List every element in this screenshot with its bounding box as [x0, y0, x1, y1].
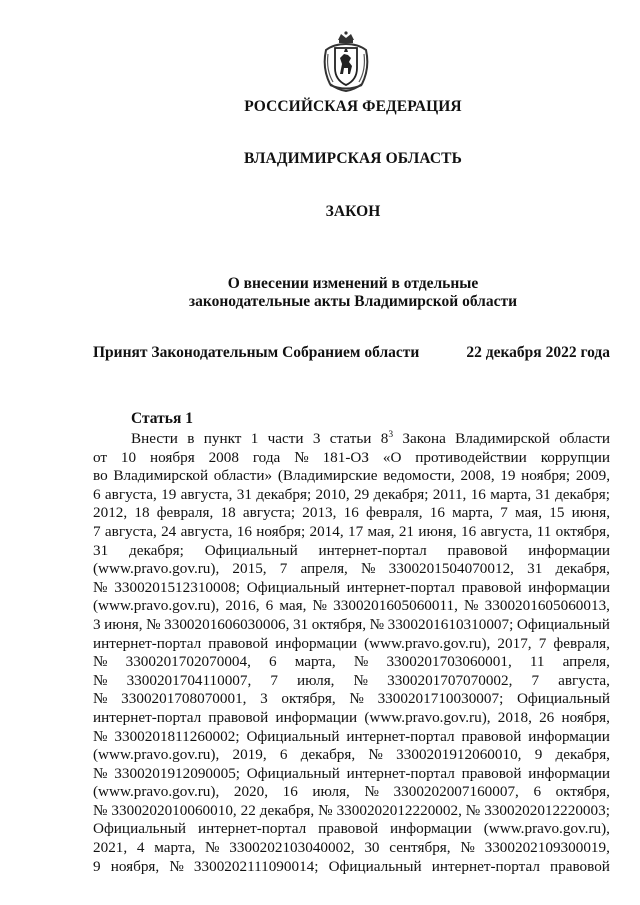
article-word: 3300202012220003;: [484, 801, 610, 819]
article-word: №: [93, 764, 108, 782]
article-word: 2021,: [93, 839, 128, 857]
article-word: правовой: [208, 708, 269, 726]
article-word: (www.pravo.gov.ru),: [93, 783, 220, 801]
article-text-line: [93, 802, 610, 821]
article-word: августа,: [180, 522, 233, 540]
article-word: Официальный: [328, 857, 422, 875]
article-word: октября,: [311, 615, 367, 633]
article-word: №: [146, 615, 161, 633]
article-word: 6: [93, 485, 101, 503]
article-word: сентября,: [389, 839, 451, 857]
article-word: №: [93, 690, 108, 708]
article-word: интернет-портал: [431, 857, 540, 875]
article-word: Официальный: [516, 690, 610, 708]
article-word: апреля,: [562, 653, 610, 671]
article-word: октября,: [555, 783, 610, 801]
article-word: ноября;: [256, 522, 306, 540]
region-heading: ВЛАДИМИРСКАЯ ОБЛАСТЬ: [244, 150, 462, 167]
article-word: №: [93, 727, 108, 745]
article-word: 16: [343, 504, 359, 522]
article-word: 3300202010060010,: [111, 801, 237, 819]
article-word: декабря;: [555, 485, 610, 503]
article-word: (www.pravo.gov.ru),: [93, 560, 220, 578]
article-word: августа,: [104, 522, 157, 540]
article-word: пункт: [203, 430, 242, 447]
article-word: информации: [528, 764, 610, 782]
article-word: июня,: [418, 522, 457, 540]
article-word: (www.pravo.gov.ru),: [364, 708, 491, 726]
article-word: 29: [354, 485, 370, 503]
article-word: от: [93, 448, 108, 466]
article-word: №: [93, 653, 108, 671]
article-word: (Владимирские: [277, 467, 378, 485]
article-text-line: [93, 765, 610, 784]
article-word: правовой: [208, 634, 269, 652]
article-word: противодействии: [415, 448, 527, 466]
article-text-line: [93, 616, 610, 635]
article-word: 7: [93, 522, 101, 540]
article-word: 1: [250, 430, 259, 447]
article-word: области: [559, 430, 610, 447]
article-word: 24: [161, 522, 177, 540]
article-word: декабря,: [300, 746, 356, 764]
article-text-line: [93, 560, 610, 579]
article-word: 2019,: [232, 746, 267, 764]
article-word: интернет-портал: [346, 764, 455, 782]
article-word: ведомости,: [383, 467, 455, 485]
article-word: 3300201504070012,: [388, 560, 514, 578]
article-text-line: [93, 839, 610, 858]
article-word: 9: [534, 746, 543, 764]
article-word: 11: [529, 653, 545, 671]
article-word: 21: [398, 522, 414, 540]
article-text-line: [93, 709, 610, 728]
article-word: интернет-портал: [346, 578, 455, 596]
article-body: [93, 430, 610, 876]
article-word: №: [361, 560, 376, 578]
article-word: мая,: [367, 522, 395, 540]
article-word: №: [465, 801, 481, 819]
article-word: статьи: [329, 430, 372, 447]
article-word: Официальный: [204, 541, 298, 559]
article-word: 6: [265, 597, 274, 615]
article-word: №: [368, 746, 383, 764]
article-word: 3300202111090014;: [193, 857, 319, 875]
article-word: 3300201605060013,: [484, 597, 610, 615]
article-word: 3300201710030007;: [377, 690, 504, 708]
article-word: «О: [382, 448, 402, 466]
article-word: 6: [279, 746, 288, 764]
article-word: 16: [236, 522, 252, 540]
article-word: 16: [461, 522, 477, 540]
article-title: Статья 1: [131, 410, 193, 427]
article-word: №: [93, 801, 108, 819]
article-word: 3300201605060011,: [333, 597, 458, 615]
article-word: 7: [279, 560, 288, 578]
article-word: правовой: [461, 764, 522, 782]
article-word: 19: [161, 485, 177, 503]
article-word: ноября;: [521, 467, 571, 485]
article-word: правовой: [461, 727, 522, 745]
article-text-line: [93, 858, 610, 877]
article-word: марта,: [294, 653, 336, 671]
article-text-line: [93, 449, 610, 468]
article-word: 3300201707070002,: [387, 671, 513, 689]
article-word: 2018,: [497, 708, 532, 726]
article-word: 3300202109300019,: [484, 839, 610, 857]
article-word: 2012,: [93, 504, 128, 522]
article-word: декабря,: [259, 801, 315, 819]
article-word: Официальный: [246, 764, 340, 782]
article-word: №: [169, 857, 184, 875]
article-word: ноября,: [110, 857, 160, 875]
article-word: 3300201912060010,: [396, 746, 522, 764]
article-word: марта,: [452, 504, 494, 522]
article-word: 31: [292, 615, 309, 633]
article-text-line: [93, 579, 610, 598]
article-word: марта,: [154, 839, 196, 857]
article-word: 31: [527, 560, 543, 578]
article-word: информации: [275, 708, 358, 726]
article-word: 4: [136, 839, 145, 857]
article-word: 18: [220, 504, 236, 522]
article-word: (www.pravo.gov.ru),: [93, 597, 220, 615]
article-word: во: [93, 467, 108, 485]
article-word: Официальный: [93, 820, 187, 838]
article-word: 10: [120, 448, 137, 466]
article-word: 31: [236, 485, 252, 503]
article-word: 2015,: [232, 560, 267, 578]
article-word: марта,: [490, 485, 532, 503]
article-word: 19: [500, 467, 516, 485]
article-word: 9: [93, 857, 101, 875]
article-word: коррупции: [540, 448, 610, 466]
article-word: 2008,: [460, 467, 495, 485]
article-word: интернет-портал: [93, 634, 202, 652]
article-text-line: [93, 430, 610, 449]
article-word: (www.pravo.gov.ru),: [483, 820, 610, 838]
article-word: информации: [528, 541, 610, 559]
article-word: 16: [470, 485, 486, 503]
article-word: августа,: [480, 522, 533, 540]
article-word: ноября,: [561, 708, 610, 726]
article-text-line: [93, 690, 610, 709]
article-word: июня,: [104, 615, 143, 633]
article-word: августа,: [558, 671, 610, 689]
article-word: интернет-портал: [198, 820, 307, 838]
article-word: октября,: [555, 522, 610, 540]
article-word: 3300202007160007,: [393, 783, 519, 801]
article-word: февраля,: [156, 504, 214, 522]
article-word: Владимирской: [113, 467, 209, 485]
article-word: Официальный: [246, 578, 340, 596]
article-word: 2013,: [302, 504, 337, 522]
article-word: декабря,: [555, 560, 610, 578]
article-text-line: [93, 467, 610, 486]
article-text-line: [93, 728, 610, 747]
article-word: 2011,: [432, 485, 467, 503]
article-word: 11: [536, 522, 552, 540]
article-word: 3300201704110007,: [126, 671, 252, 689]
article-word: области»: [213, 467, 273, 485]
article-word: $8^3$: [380, 429, 394, 447]
article-word: 3300201702070004,: [125, 653, 251, 671]
article-word: части: [267, 430, 304, 447]
article-word: №: [460, 839, 475, 857]
article-text-line: [93, 653, 610, 672]
article-word: 3300201606030006,: [164, 615, 290, 633]
article-word: №: [294, 448, 309, 466]
article-word: 15: [549, 504, 565, 522]
article-text-line: [93, 542, 610, 561]
article-word: 2017,: [497, 634, 532, 652]
article-word: 2016,: [225, 597, 260, 615]
article-word: 3: [312, 430, 321, 447]
article-word: 3300201512310008;: [114, 578, 241, 596]
article-word: 3300201703060001,: [386, 653, 512, 671]
article-word: №: [369, 615, 385, 633]
article-word: декабря,: [555, 746, 610, 764]
country-heading: РОССИЙСКАЯ ФЕДЕРАЦИЯ: [244, 98, 462, 115]
article-word: 181-ОЗ: [322, 448, 369, 466]
article-word: апреля,: [300, 560, 348, 578]
article-word: декабря;: [256, 485, 312, 503]
article-word: 6: [269, 653, 277, 671]
article-word: №: [205, 839, 220, 857]
document-type-heading: ЗАКОН: [325, 203, 381, 220]
article-word: (www.pravo.gov.ru),: [93, 746, 220, 764]
article-word: в: [187, 430, 195, 447]
article-word: информации: [528, 727, 610, 745]
article-text-line: [93, 597, 610, 616]
article-word: 18: [134, 504, 150, 522]
article-word: №: [93, 578, 108, 596]
adopted-by-label: Принят Законодательным Собранием области: [93, 344, 420, 361]
article-word: 2008: [208, 448, 239, 466]
article-text-line: [93, 746, 610, 765]
article-word: Официальный: [516, 615, 610, 633]
article-text-line: [93, 672, 610, 691]
article-word: 3300202103040002,: [229, 839, 355, 857]
article-word: декабря;: [373, 485, 429, 503]
article-word: 3300201708070001,: [121, 690, 247, 708]
article-word: 3: [93, 615, 101, 633]
article-word: №: [349, 690, 364, 708]
article-word: Закона: [402, 430, 446, 447]
article-word: Владимирской: [455, 430, 550, 447]
article-word: Официальный: [246, 727, 340, 745]
article-word: интернет-портал: [346, 727, 455, 745]
article-word: мая,: [279, 597, 307, 615]
coat-of-arms-icon: [318, 30, 374, 92]
article-word: интернет-портал: [318, 541, 427, 559]
article-word: 3300201811260002;: [114, 727, 240, 745]
article-word: июля,: [312, 783, 350, 801]
article-word: №: [93, 671, 108, 689]
article-word: информации: [275, 634, 357, 652]
article-word: 31: [93, 541, 109, 559]
article-word: августа;: [242, 504, 296, 522]
article-word: 22: [240, 801, 256, 819]
article-word: информации: [390, 820, 472, 838]
article-word: августа,: [180, 485, 233, 503]
article-word: 6: [533, 783, 542, 801]
article-word: 31: [535, 485, 551, 503]
article-word: 3: [260, 690, 268, 708]
law-subject-line-1: О внесении изменений в отдельные: [227, 275, 479, 292]
article-word: №: [353, 671, 369, 689]
article-text-line: [93, 820, 610, 839]
article-word: 3300201912090005;: [114, 764, 241, 782]
article-word: 16: [282, 783, 298, 801]
article-word: 17: [347, 522, 364, 540]
article-word: правовой: [318, 820, 379, 838]
article-word: правовой: [447, 541, 508, 559]
article-word: 16: [429, 504, 445, 522]
article-word: правовой: [461, 578, 522, 596]
article-word: 26: [539, 708, 555, 726]
article-word: декабря;: [129, 541, 184, 559]
article-word: мая,: [515, 504, 543, 522]
law-subject-line-2: законодательные акты Владимирской области: [188, 293, 518, 310]
article-word: 7: [538, 634, 547, 652]
article-word: интернет-портал: [93, 708, 202, 726]
article-word: №: [353, 653, 369, 671]
article-word: 7: [531, 671, 540, 689]
article-text-line: [93, 523, 610, 542]
article-text-line: [93, 635, 610, 654]
article-word: октября,: [281, 690, 336, 708]
article-word: 7: [270, 671, 278, 689]
article-word: правовой: [550, 857, 610, 875]
article-word: №: [364, 783, 379, 801]
article-word: года: [252, 448, 281, 466]
article-word: (www.pravo.gov.ru),: [364, 634, 491, 652]
article-word: 7: [500, 504, 508, 522]
article-word: августа,: [104, 485, 157, 503]
article-text-line: [93, 783, 610, 802]
article-word: 2010,: [315, 485, 350, 503]
article-word: №: [312, 597, 328, 615]
article-text-line: [93, 486, 610, 505]
article-word: 2009,: [575, 467, 610, 485]
article-text-line: [93, 504, 610, 523]
article-word: ноября: [149, 448, 195, 466]
article-word: февраля,: [365, 504, 423, 522]
article-word: информации: [528, 578, 610, 596]
article-word: 2014,: [309, 522, 344, 540]
article-word: №: [464, 597, 479, 615]
article-word: февраля,: [553, 634, 610, 652]
article-word: Внести: [131, 430, 178, 447]
article-word: 3300202012220002,: [336, 801, 462, 819]
article-word: 30: [364, 839, 380, 857]
article-word: 3300201610310007;: [387, 615, 514, 633]
article-word: 2020,: [233, 783, 269, 801]
article-word: июля,: [297, 671, 335, 689]
article-word: №: [318, 801, 333, 819]
article-word: июня,: [571, 504, 610, 522]
adoption-date: 22 декабря 2022 года: [466, 344, 610, 361]
